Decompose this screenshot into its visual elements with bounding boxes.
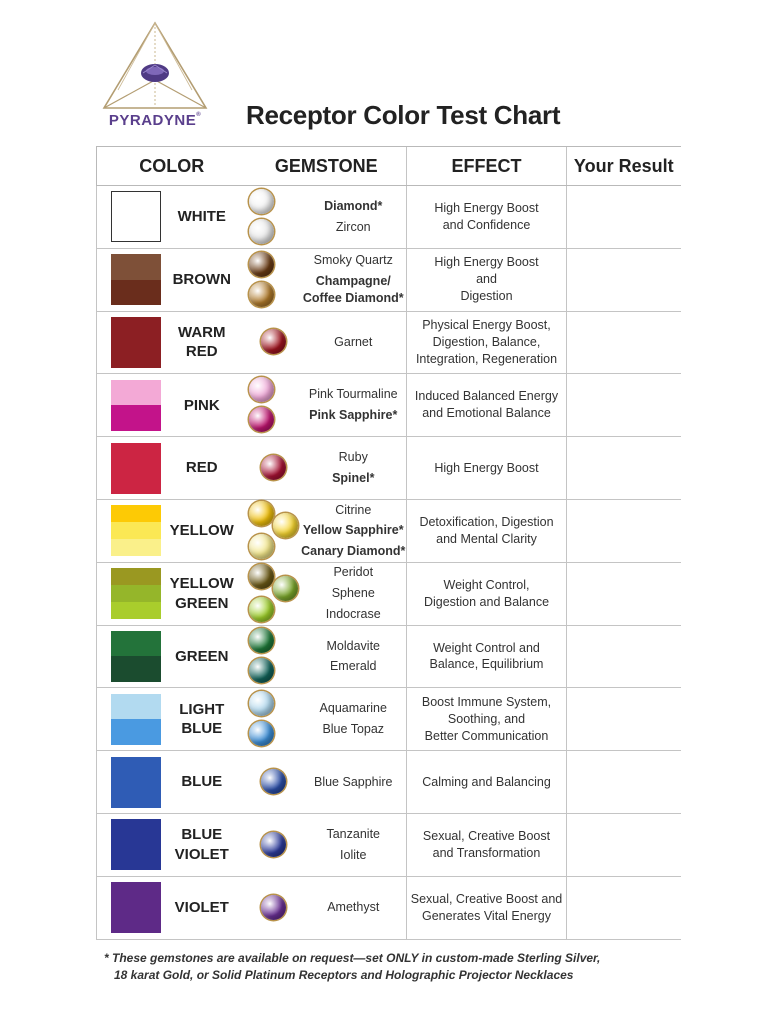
color-name — [161, 647, 247, 667]
effect-line: and Mental Clarity — [436, 531, 537, 546]
gemstone-icon — [249, 721, 274, 746]
color-cell — [97, 876, 247, 939]
color-name — [161, 207, 247, 227]
color-name-line: GREEN — [175, 594, 229, 612]
gemstone-cell — [247, 813, 407, 876]
swatch-band — [111, 505, 161, 522]
effect-line: Digestion — [460, 289, 513, 304]
header-color: COLOR — [97, 147, 247, 186]
gemstone-name: Iolite — [340, 847, 367, 862]
gemstone-name: Ruby — [338, 450, 368, 465]
table-row — [97, 688, 681, 751]
effect-line: Digestion, Balance, — [432, 335, 541, 350]
gemstone-icon — [249, 282, 274, 307]
footnote — [104, 950, 664, 984]
gemstone-name: Canary Diamond* — [301, 544, 406, 559]
color-swatch — [111, 882, 161, 933]
swatch-band — [111, 819, 161, 870]
gemstone-icon — [249, 252, 274, 277]
swatch-band — [111, 656, 161, 682]
gemstone-icon — [273, 576, 298, 601]
gemstone-icon — [249, 189, 274, 214]
header-gemstone: GEMSTONE — [247, 147, 407, 186]
effect-cell — [407, 311, 567, 374]
gem-images — [247, 187, 301, 247]
color-name — [161, 825, 247, 864]
gemstone-cell — [247, 248, 407, 311]
color-name — [161, 772, 247, 792]
table-row — [97, 499, 681, 562]
gemstone-name: Moldavite — [326, 638, 380, 653]
gemstone-icon — [249, 377, 274, 402]
table-row — [97, 186, 681, 249]
your-result-cell[interactable] — [567, 186, 681, 249]
color-name-line: BLUE — [181, 826, 223, 844]
gemstone-name: Aquamarine — [319, 701, 387, 716]
color-cell — [97, 186, 247, 249]
gemstone-name: Sphene — [331, 586, 375, 601]
effect-line: Soothing, and — [447, 711, 526, 726]
effect-cell — [407, 374, 567, 437]
color-name — [161, 458, 247, 478]
effect-cell — [407, 186, 567, 249]
swatch-band — [111, 539, 161, 556]
table-row — [97, 374, 681, 437]
gemstone-icon — [261, 329, 286, 354]
swatch-band — [111, 405, 161, 431]
gemstone-cell — [247, 374, 407, 437]
color-name-line: YELLOW — [169, 575, 234, 593]
effect-line: Integration, Regeneration — [415, 351, 558, 366]
color-swatch — [111, 568, 161, 619]
gemstone-icon — [249, 628, 274, 653]
color-swatch — [111, 443, 161, 494]
swatch-band — [111, 694, 161, 720]
color-cell — [97, 751, 247, 814]
swatch-band — [111, 254, 161, 280]
effect-line: Calming and Balancing — [422, 774, 551, 789]
gemstone-name: Tanzanite — [326, 826, 380, 841]
table-header-row — [97, 147, 681, 186]
effect-line: Weight Control, — [443, 577, 530, 592]
color-name-line: WHITE — [177, 208, 226, 226]
gemstone-cell — [247, 688, 407, 751]
gem-images — [247, 312, 301, 372]
effect-line: Induced Balanced Energy — [414, 389, 559, 404]
gem-images — [247, 752, 301, 812]
color-cell — [97, 499, 247, 562]
color-swatch — [111, 505, 161, 556]
effect-line: High Energy Boost — [434, 201, 539, 216]
swatch-band — [111, 317, 161, 368]
color-name-line: VIOLET — [174, 845, 229, 863]
gemstone-icon — [249, 658, 274, 683]
gemstone-name: Pink Sapphire* — [309, 408, 398, 423]
receptor-color-table — [96, 146, 681, 940]
gem-images — [247, 689, 301, 749]
effect-line: Sexual, Creative Boost and — [410, 891, 563, 906]
gem-images — [247, 564, 301, 624]
your-result-cell[interactable] — [567, 248, 681, 311]
table-row — [97, 751, 681, 814]
swatch-band — [111, 522, 161, 539]
swatch-band — [111, 380, 161, 406]
color-name — [161, 700, 247, 739]
gemstone-cell — [247, 876, 407, 939]
gemstone-cell — [247, 311, 407, 374]
header-your-result: Your Result — [567, 147, 681, 186]
effect-line: Physical Energy Boost, — [422, 318, 551, 333]
effect-line: and Confidence — [442, 217, 531, 232]
gemstone-icon — [261, 895, 286, 920]
color-swatch — [111, 819, 161, 870]
gemstone-name: Pink Tourmaline — [308, 387, 398, 402]
effect-line: Sexual, Creative Boost — [422, 828, 551, 843]
gemstone-icon — [261, 455, 286, 480]
color-cell — [97, 311, 247, 374]
effect-cell — [407, 813, 567, 876]
color-swatch — [111, 631, 161, 682]
gem-images — [247, 626, 301, 686]
color-name — [161, 521, 247, 541]
footnote-line-1: * These gemstones are available on request—set ONLY in custom-made Sterling Silver, — [104, 951, 601, 965]
gemstone-icon — [249, 597, 274, 622]
color-cell — [97, 625, 247, 688]
color-name-line: BLUE — [181, 773, 223, 791]
swatch-band — [111, 602, 161, 619]
effect-cell — [407, 499, 567, 562]
your-result-cell[interactable] — [567, 688, 681, 751]
gemstone-name: Blue Topaz — [322, 722, 385, 737]
color-name-line: BLUE — [181, 720, 223, 738]
gemstone-name: Diamond* — [324, 199, 383, 214]
table-row — [97, 625, 681, 688]
color-name-line: GREEN — [175, 647, 229, 665]
table-row — [97, 876, 681, 939]
color-name-line: WARM — [178, 323, 226, 341]
page-title: Receptor Color Test Chart — [246, 100, 561, 130]
color-swatch — [111, 757, 161, 808]
table-row — [97, 311, 681, 374]
swatch-band — [111, 568, 161, 585]
swatch-band — [111, 443, 161, 494]
color-swatch — [111, 191, 161, 242]
color-cell — [97, 437, 247, 500]
gemstone-name: Yellow Sapphire* — [302, 523, 404, 538]
color-name — [161, 898, 247, 918]
effect-cell — [407, 751, 567, 814]
gemstone-icon — [249, 501, 274, 526]
footnote-line-2: 18 karat Gold, or Solid Platinum Receptors and Holographic Projector Necklaces — [114, 967, 574, 982]
effect-line: and — [476, 272, 497, 287]
color-cell — [97, 248, 247, 311]
effect-line: and Emotional Balance — [422, 406, 551, 421]
your-result-cell[interactable] — [567, 625, 681, 688]
color-name-line: PINK — [183, 396, 220, 414]
gemstone-icon — [249, 534, 274, 559]
effect-line: High Energy Boost — [434, 255, 539, 270]
color-name — [161, 396, 247, 416]
effect-line: Weight Control and — [433, 640, 540, 655]
color-cell — [97, 562, 247, 625]
effect-line: Detoxification, Digestion — [419, 515, 554, 529]
effect-cell — [407, 625, 567, 688]
gemstone-icon — [249, 691, 274, 716]
color-name-line: BROWN — [172, 270, 231, 288]
swatch-band — [111, 631, 161, 657]
effect-cell — [407, 437, 567, 500]
color-name-line: YELLOW — [169, 522, 234, 540]
gemstone-name: Spinel* — [332, 471, 375, 486]
effect-cell — [407, 562, 567, 625]
your-result-cell[interactable] — [567, 437, 681, 500]
swatch-band — [111, 280, 161, 306]
gemstone-cell — [247, 186, 407, 249]
gemstone-name: Emerald — [329, 659, 377, 674]
your-result-cell[interactable] — [567, 499, 681, 562]
color-name-line: RED — [185, 459, 218, 477]
gemstone-name: Citrine — [335, 502, 372, 517]
color-name-line: RED — [185, 343, 218, 361]
effect-cell — [407, 876, 567, 939]
color-name — [161, 270, 247, 290]
color-swatch — [111, 317, 161, 368]
gemstone-name: Garnet — [334, 335, 373, 350]
swatch-band — [111, 757, 161, 808]
color-name-line: VIOLET — [174, 898, 229, 916]
table-row — [97, 813, 681, 876]
effect-line: Balance, Equilibrium — [429, 657, 544, 672]
swatch-band — [112, 192, 160, 241]
color-name — [161, 574, 247, 613]
gemstone-icon — [249, 564, 274, 589]
effect-cell — [407, 248, 567, 311]
gemstone-name: Zircon — [335, 219, 371, 234]
color-name-line: LIGHT — [179, 700, 225, 718]
gemstone-icon — [273, 513, 298, 538]
gem-images — [247, 375, 301, 435]
gemstone-name: Indocrase — [325, 607, 381, 622]
gemstone-icon — [261, 769, 286, 794]
color-swatch — [111, 380, 161, 431]
swatch-band — [111, 719, 161, 745]
gemstone-cell — [247, 562, 407, 625]
pyradyne-logo — [94, 20, 216, 132]
gemstone-name: Amethyst — [327, 900, 380, 915]
pyramid-gem-icon — [98, 20, 212, 112]
swatch-band — [111, 882, 161, 933]
gemstone-icon — [249, 219, 274, 244]
gem-images — [247, 250, 301, 310]
gemstone-cell — [247, 625, 407, 688]
your-result-cell[interactable] — [567, 374, 681, 437]
color-cell — [97, 813, 247, 876]
color-cell — [97, 374, 247, 437]
effect-cell — [407, 688, 567, 751]
your-result-cell[interactable] — [567, 813, 681, 876]
gemstone-cell — [247, 499, 407, 562]
gemstone-name: Smoky Quartz — [313, 253, 393, 268]
effect-line: and Transformation — [432, 845, 541, 860]
effect-line: Digestion and Balance — [423, 594, 550, 609]
effect-line: Boost Immune System, — [421, 694, 552, 709]
your-result-cell[interactable] — [567, 876, 681, 939]
gemstone-name: Champagne/ Coffee Diamond* — [302, 274, 404, 306]
gem-images — [247, 815, 301, 875]
color-swatch — [111, 694, 161, 745]
table-row — [97, 562, 681, 625]
gemstone-icon — [249, 407, 274, 432]
color-name — [161, 323, 247, 362]
brand-name: PYRADYNE® — [108, 112, 202, 129]
gem-images — [247, 438, 301, 498]
your-result-cell[interactable] — [567, 751, 681, 814]
table-row — [97, 437, 681, 500]
effect-line: High Energy Boost — [434, 460, 539, 475]
header-effect: EFFECT — [407, 147, 567, 186]
your-result-cell[interactable] — [567, 562, 681, 625]
swatch-band — [111, 585, 161, 602]
effect-line: Better Communication — [424, 728, 549, 743]
gemstone-name: Peridot — [333, 565, 374, 580]
color-swatch — [111, 254, 161, 305]
your-result-cell[interactable] — [567, 311, 681, 374]
gemstone-icon — [261, 832, 286, 857]
gemstone-cell — [247, 437, 407, 500]
table-row — [97, 248, 681, 311]
color-cell — [97, 688, 247, 751]
gem-images — [247, 878, 301, 938]
effect-line: Generates Vital Energy — [421, 908, 551, 923]
gem-images — [247, 501, 301, 561]
gemstone-name: Blue Sapphire — [313, 774, 393, 789]
gemstone-cell — [247, 751, 407, 814]
